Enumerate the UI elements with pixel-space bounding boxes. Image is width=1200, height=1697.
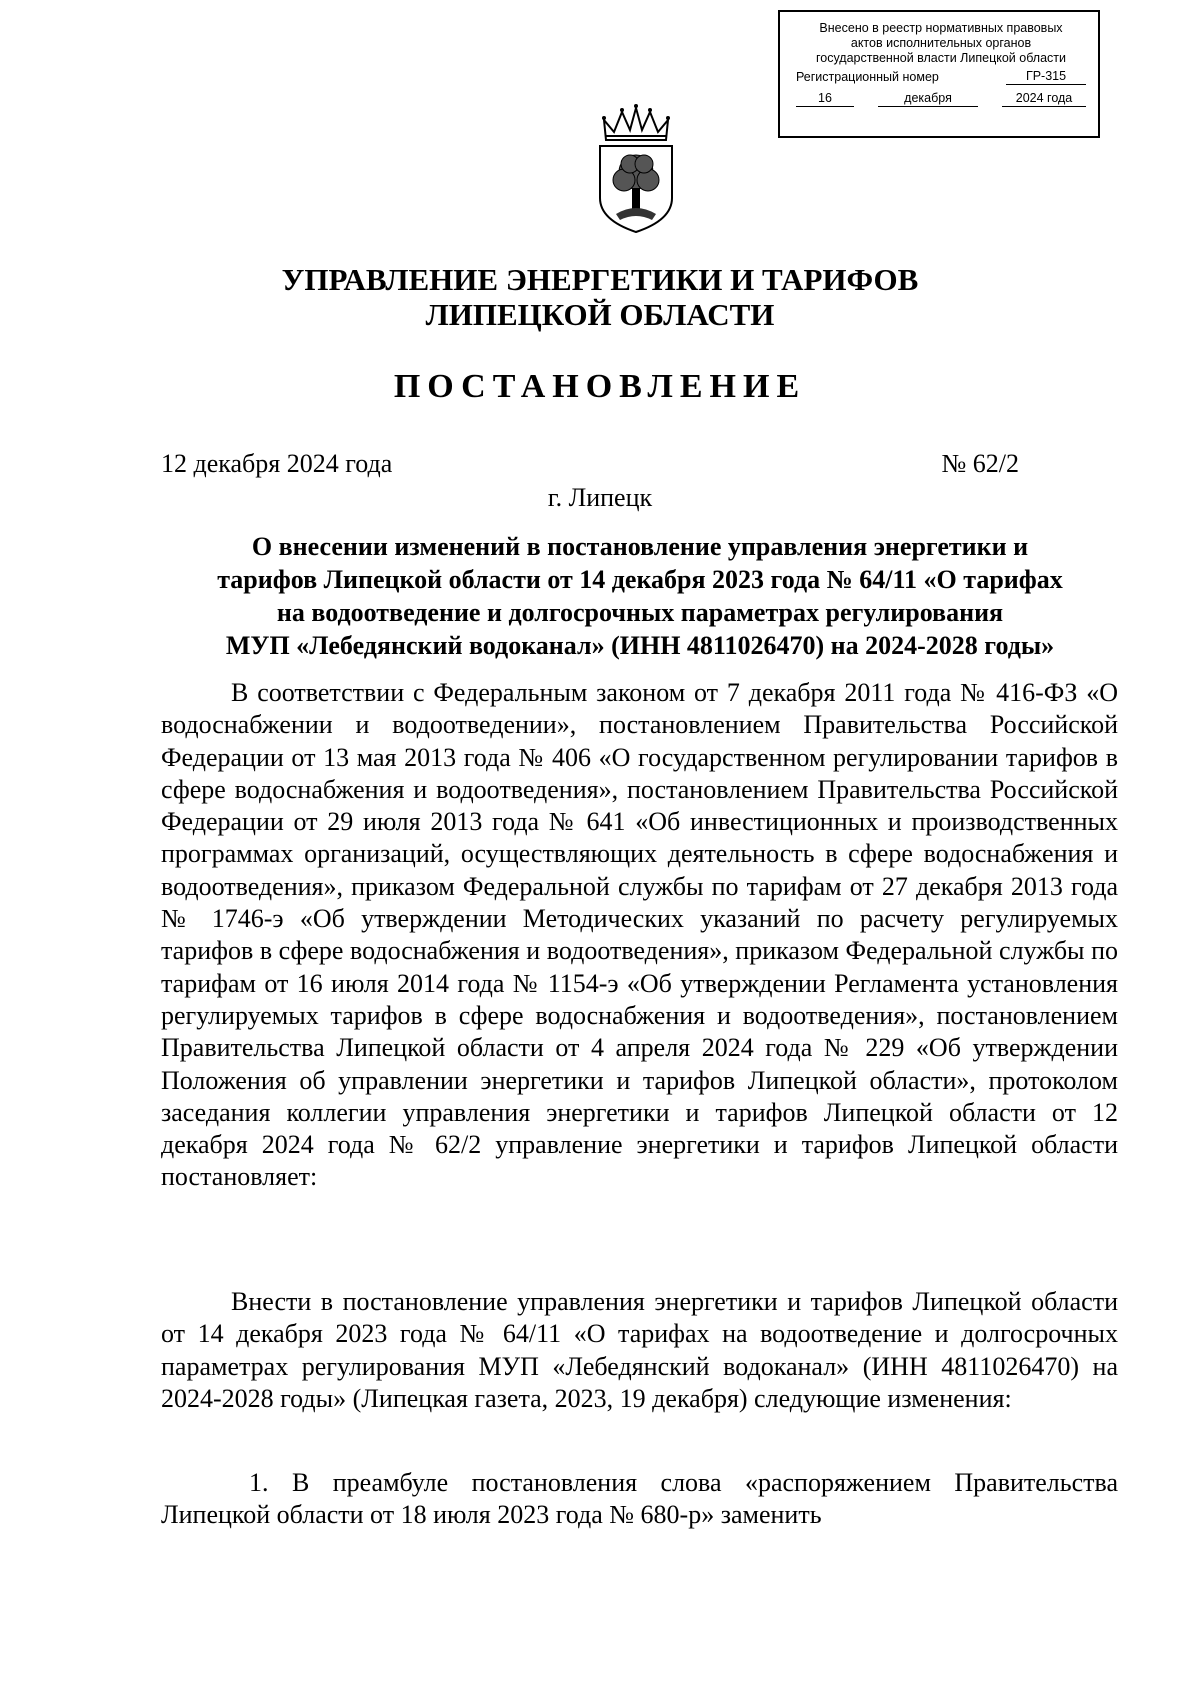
document-title-line: на водоотведение и долгосрочных параметрах регулирования [276, 598, 1004, 627]
coat-of-arms-icon [594, 102, 678, 240]
stamp-line: Внесено в реестр нормативных правовых [819, 21, 1063, 35]
stamp-reg-number: ГР-315 [1006, 69, 1086, 85]
resolution-paragraph: Внести в постановление управления энергетики и тарифов Липецкой области от 14 декабря 2023 года № 64/11 «О тарифах на водоотведение и долгосрочных параметрах регулирования МУП «Лебедянский водоканал» (ИНН 4811026470) на 2024-2028 годы» (Липецкая газета, 2023, 19 декабря) следующие изменения: [161, 1287, 1118, 1413]
organization-name [0, 262, 1200, 332]
stamp-day: 16 [796, 91, 854, 107]
stamp-year: 2024 года [1002, 91, 1086, 107]
document-title [160, 530, 1120, 662]
stamp-month: декабря [878, 91, 978, 107]
document-title-line: О внесении изменений в постановление управления энергетики и [251, 532, 1029, 561]
stamp-line: актов исполнительных органов [850, 36, 1032, 50]
amendment-item-1: 1. В преамбуле постановления слова «распоряжением Правительства Липецкой области от 18 июля 2023 года № 680-р» заменить [161, 1468, 1118, 1530]
document-title-line: МУП «Лебедянский водоканал» (ИНН 4811026470) на 2024-2028 годы» [225, 631, 1055, 660]
stamp-reg-label: Регистрационный номер [796, 70, 939, 84]
organization-name-line: УПРАВЛЕНИЕ ЭНЕРГЕТИКИ И ТАРИФОВ [281, 262, 919, 297]
document-number: № 62/2 [941, 449, 1019, 478]
stamp-line: государственной власти Липецкой области [815, 51, 1067, 65]
document-date: 12 декабря 2024 года [161, 449, 393, 478]
document-title-line: тарифов Липецкой области от 14 декабря 2023 года № 64/11 «О тарифах [217, 565, 1063, 594]
organization-name-line: ЛИПЕЦКОЙ ОБЛАСТИ [425, 297, 775, 332]
registry-stamp [778, 10, 1100, 138]
preamble-paragraph: В соответствии с Федеральным законом от 7 декабря 2011 года № 416-ФЗ «О водоснабжении и водоотведении», постановлением Правительства Российской Федерации от 13 мая 2013 года № 406 «О государственном регулировании тарифов в сфере водоснабжения и водоотведения», постановлением Правительства Российской Федерации от 29 июля 2013 года № 641 «Об инвестиционных и производственных программах организаций, осуществляющих деятельность в сфере водоснабжения и водоотведения», приказом Федеральной службы по тарифам от 27 декабря 2013 года № 1746-э «Об утверждении Методических указаний по расчету регулируемых тарифов в сфере водоснабжения и водоотведения», приказом Федеральной службы по тарифам от 16 июля 2014 года № 1154-э «Об утверждении Регламента установления регулируемых тарифов в сфере водоснабжения и водоотведения», постановлением Правительства Липецкой области от 4 апреля 2024 года № 229 «Об утверждении Положения об управлении энергетики и тарифов Липецкой области», протоколом заседания коллегии управления энергетики и тарифов Липецкой области от 12 декабря 2024 года № 62/2 управление энергетики и тарифов Липецкой области постановляет: [161, 678, 1118, 1192]
document-city: г. Липецк [547, 483, 653, 512]
document-kind: ПОСТАНОВЛЕНИЕ [393, 368, 807, 405]
